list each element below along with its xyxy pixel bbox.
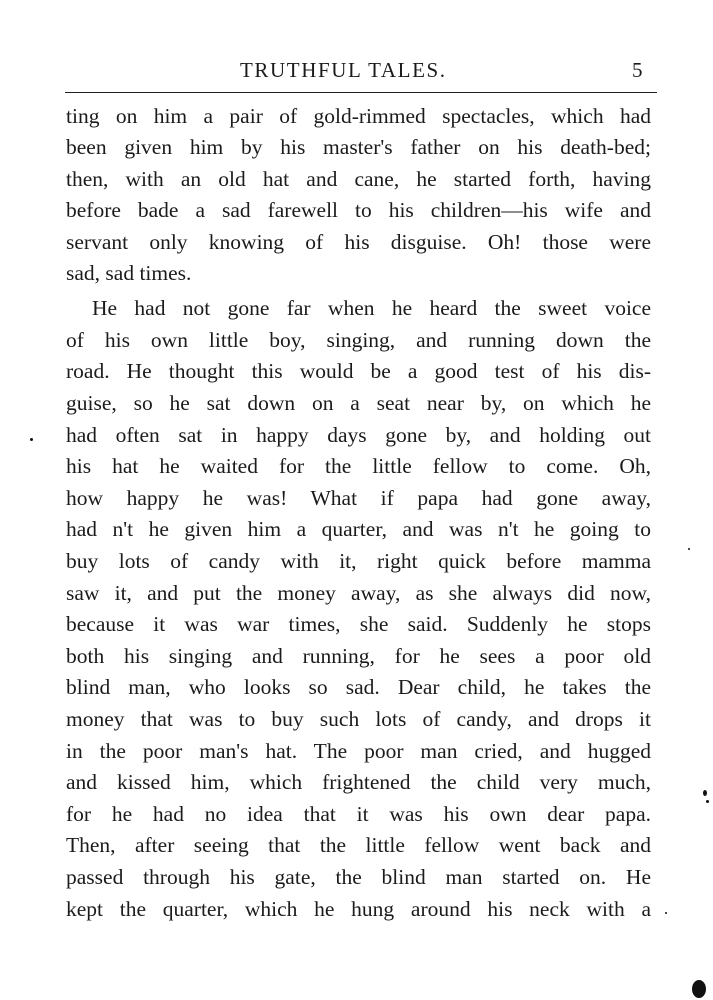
text-line: and kissed him, which frightened the child very much,	[66, 770, 651, 794]
ink-speck	[30, 438, 33, 441]
text-line: Then, after seeing that the little fellow went back and	[66, 833, 651, 857]
text-line: kept the quarter, which he hung around his neck with a	[66, 897, 651, 921]
text-line: He had not gone far when he heard the sweet voice	[92, 296, 651, 320]
text-line: how happy he was! What if papa had gone away,	[66, 486, 651, 510]
running-title: TRUTHFUL TALES.	[240, 58, 447, 82]
text-line: ting on him a pair of gold-rimmed spectacles, which had	[66, 104, 651, 128]
text-line: been given him by his master's father on his death-bed;	[66, 135, 651, 159]
text-line: blind man, who looks so sad. Dear child, he takes the	[66, 675, 651, 699]
text-line: because it was war times, she said. Suddenly he stops	[66, 612, 651, 636]
text-line: buy lots of candy with it, right quick before mamma	[66, 549, 651, 573]
text-line: sad, sad times.	[66, 261, 192, 285]
ink-speck	[703, 790, 707, 796]
text-line: servant only knowing of his disguise. Oh! those were	[66, 230, 651, 254]
text-line: money that was to buy such lots of candy, and drops it	[66, 707, 651, 731]
text-line: had n't he given him a quarter, and was n't he going to	[66, 517, 651, 541]
text-line: his hat he waited for the little fellow to come. Oh,	[66, 454, 651, 478]
page-number: 5	[632, 58, 643, 82]
ink-blot	[692, 980, 706, 998]
text-line: before bade a sad farewell to his children—his wife and	[66, 198, 651, 222]
header-rule	[65, 92, 657, 93]
text-line: saw it, and put the money away, as she always did now,	[66, 581, 651, 605]
ink-speck	[665, 912, 667, 914]
ink-speck	[706, 800, 709, 803]
text-line: both his singing and running, for he sees a poor old	[66, 644, 651, 668]
text-line: then, with an old hat and cane, he started forth, having	[66, 167, 651, 191]
text-line: had often sat in happy days gone by, and holding out	[66, 423, 651, 447]
text-line: for he had no idea that it was his own dear papa.	[66, 802, 651, 826]
text-line: in the poor man's hat. The poor man cried, and hugged	[66, 739, 651, 763]
text-line: of his own little boy, singing, and running down the	[66, 328, 651, 352]
ink-speck	[688, 548, 690, 550]
text-line: passed through his gate, the blind man started on. He	[66, 865, 651, 889]
text-line: guise, so he sat down on a seat near by, on which he	[66, 391, 651, 415]
text-line: road. He thought this would be a good test of his dis-	[66, 359, 651, 383]
